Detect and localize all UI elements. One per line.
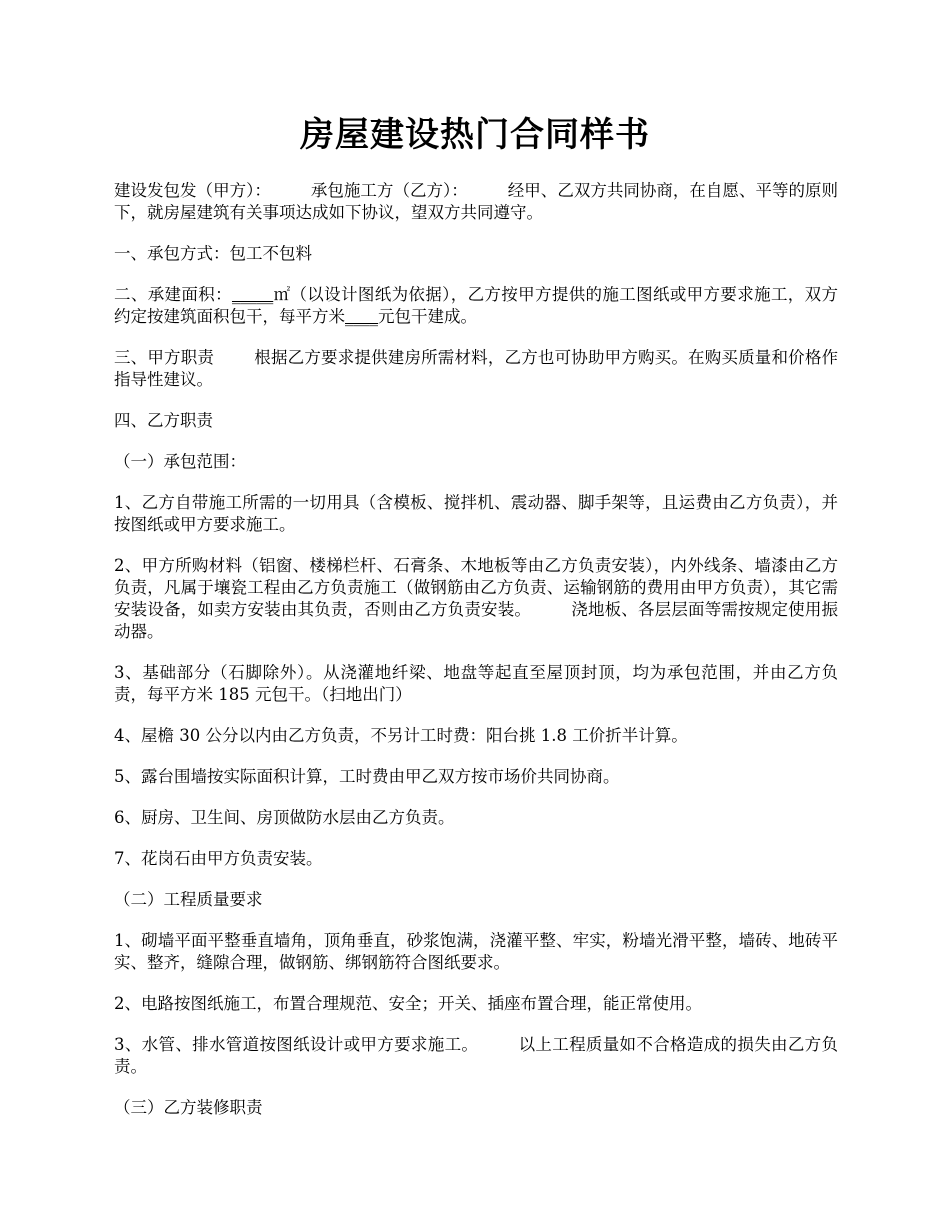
scope-item-1: 1、乙方自带施工所需的一切用具（含模板、搅拌机、震动器、脚手架等，且运费由乙方负责），并按图纸或甲方要求施工。 [114, 493, 838, 534]
section-4: 四、乙方职责 [114, 411, 213, 430]
scope-item-4: 4、屋檐 30 公分以内由乙方负责，不另计工时费：阳台挑 1.8 工价折半计算。 [114, 726, 688, 745]
scope-item-5: 5、露台围墙按实际面积计算，工时费由甲乙双方按市场价共同协商。 [114, 767, 620, 786]
intro-text: 经甲、乙双方共同协商，在自愿、平等的原则下，就房屋建筑有关事项达成如下协议，望双方共同遵守。 [114, 181, 839, 222]
scope-item-6: 6、厨房、卫生间、房顶做防水层由乙方负责。 [114, 808, 455, 827]
section-1: 一、承包方式：包工不包料 [114, 244, 312, 263]
section-2-text-a: 二、承建面积： [114, 285, 232, 304]
document-title: 房屋建设热门合同样书 [300, 115, 650, 155]
party-b-label: 承包施工方（乙方）： [310, 181, 468, 200]
subsection-scope: （一）承包范围： [114, 452, 246, 471]
subsection-decoration: （三）乙方装修职责 [114, 1098, 263, 1117]
quality-item-3-note: 以上工程质量如不合格造成的损失由乙方负责。 [114, 1035, 839, 1076]
price-blank: ____ [345, 307, 378, 326]
scope-item-7: 7、花岗石由甲方负责安装。 [114, 849, 323, 868]
subsection-quality: （二）工程质量要求 [114, 890, 263, 909]
area-blank: _____ [231, 285, 274, 304]
party-a-label: 建设发包发（甲方）： [114, 181, 271, 200]
quality-item-2: 2、电路按图纸施工，布置合理规范、安全；开关、插座布置合理，能正常使用。 [114, 994, 702, 1013]
section-3-heading: 三、甲方职责 [114, 348, 215, 367]
quality-item-1: 1、砌墙平面平整垂直墙角，顶角垂直，砂浆饱满，浇灌平整、牢实，粉墙光滑平整，墙砖、地砖平实、整齐，缝隙合理，做钢筋、绑钢筋符合图纸要求。 [114, 931, 838, 972]
scope-item-2-text: 2、甲方所购材料（铝窗、楼梯栏杆、石膏条、木地板等由乙方负责安装），内外线条、墙漆由乙方负责，凡属于壤瓷工程由乙方负责施工（做钢筋由乙方负责、运输钢筋的费用由甲方负责），其它需安装设备，如卖方安装由其负责，否则由乙方负责安装。 [114, 556, 838, 619]
quality-item-3-text: 3、水管、排水管道按图纸设计或甲方要求施工。 [114, 1035, 479, 1054]
section-2 [114, 284, 838, 328]
intro-paragraph [114, 180, 838, 224]
section-2-text-c: 元包干建成。 [378, 307, 477, 326]
scope-item-2 [114, 555, 838, 643]
quality-item-3 [114, 1034, 838, 1078]
section-3 [114, 347, 838, 391]
scope-item-3: 3、基础部分（石脚除外）。从浇灌地纤梁、地盘等起直至屋顶封顶，均为承包范围，并由乙方负责，每平方米 185 元包干。（扫地出门） [114, 663, 838, 704]
section-3-text: 根据乙方要求提供建房所需材料，乙方也可协助甲方购买。在购买质量和价格作指导性建议。 [114, 348, 839, 389]
document-body [114, 180, 838, 1138]
scope-item-2-note: 浇地板、各层层面等需按规定使用振动器。 [114, 600, 839, 641]
section-2-text-b: ㎡（以设计图纸为依据），乙方按甲方提供的施工图纸或甲方要求施工，双方约定按建筑面积包干，每平方米 [114, 285, 839, 326]
